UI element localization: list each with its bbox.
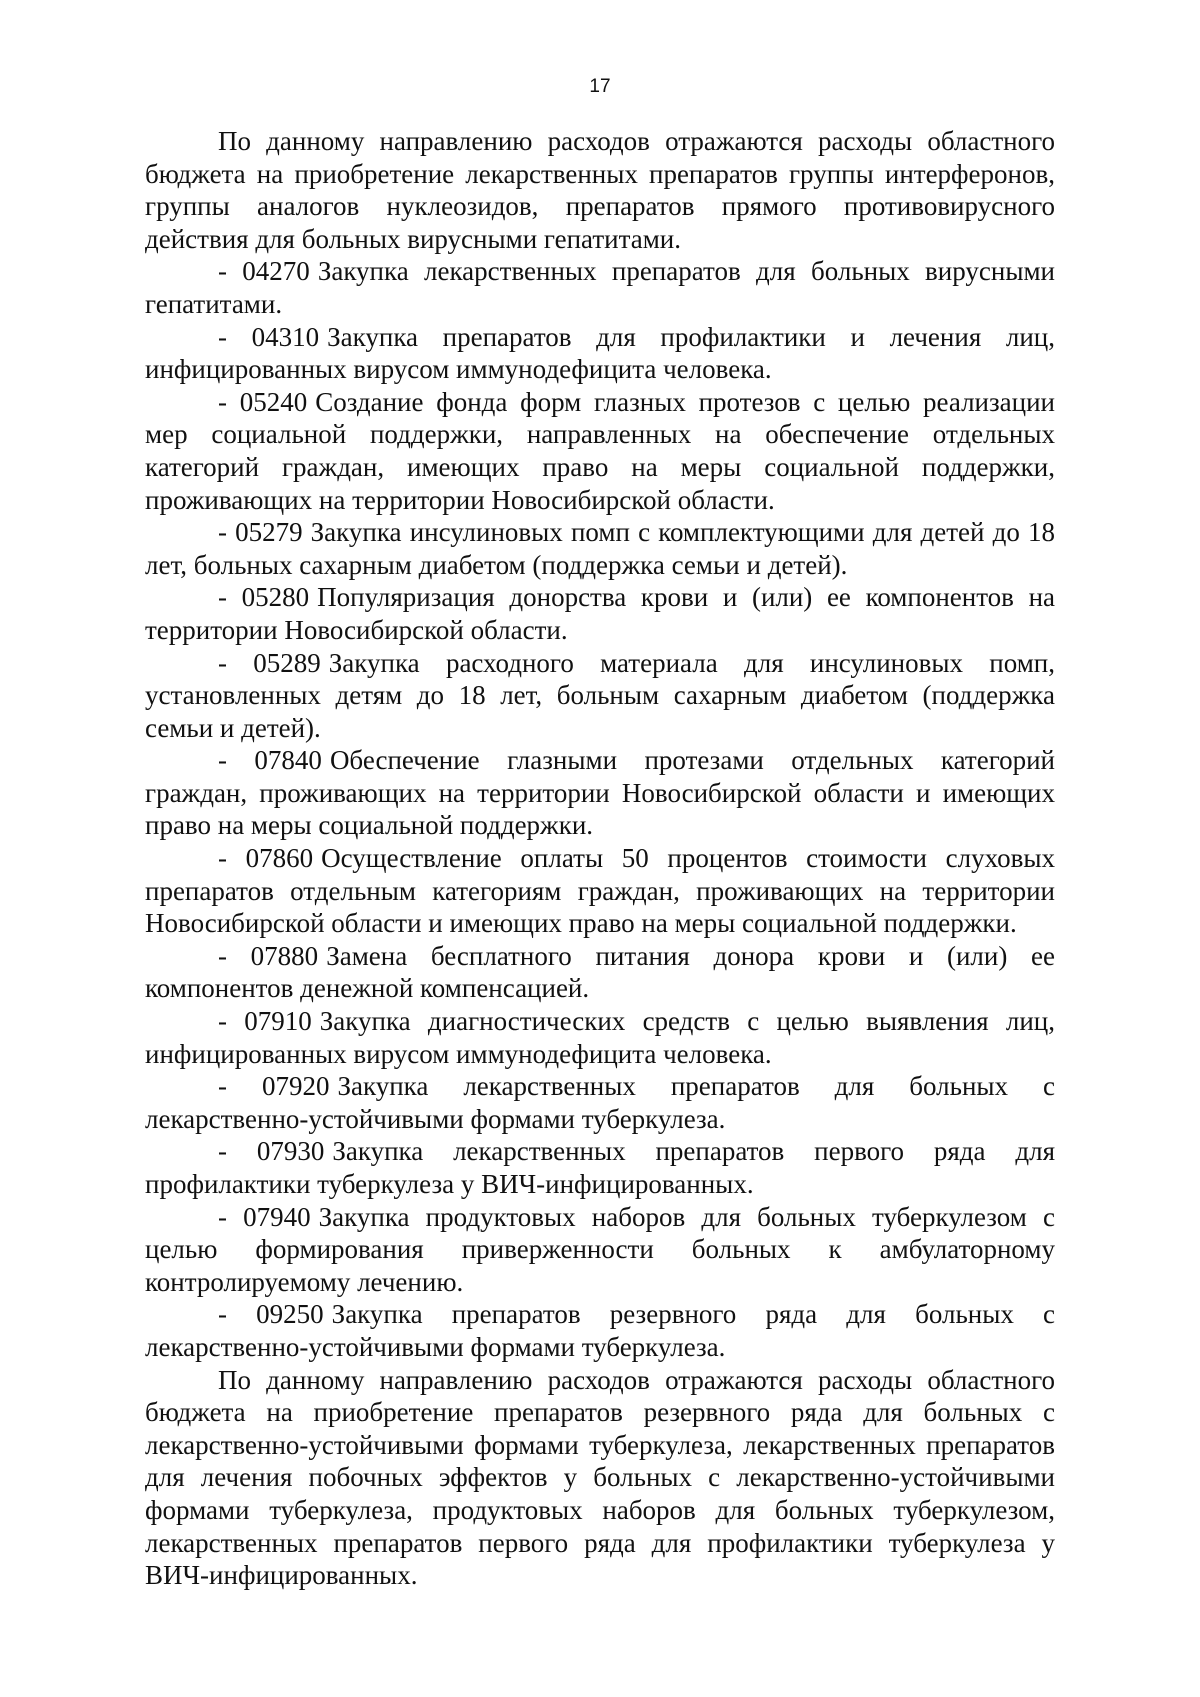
outro-paragraph: По данному направлению расходов отражаются расходы областного бюджета на приобретение препаратов резервного ряда для больных с лекарственно-устойчивыми формами туберкулеза, лекарственных препаратов для лечения побочных эффектов у больных с лекарственно-устойчивыми формами туберкулеза, продуктовых наборов для больных туберкулезом, лекарственных препаратов первого ряда для профилактики туберкулеза у ВИЧ-инфицированных. [145, 1364, 1055, 1591]
item-code: - 05280 [218, 582, 310, 613]
item-text: Закупка препаратов резервного ряда для больных с лекарственно-устойчивыми формами туберкулеза. [145, 1299, 1055, 1362]
intro-paragraph: По данному направлению расходов отражаются расходы областного бюджета на приобретение лекарственных препаратов группы интерферонов, группы аналогов нуклеозидов, препаратов прямого противовирусного действия для больных вирусными гепатитами. [145, 126, 1055, 254]
item-text: Закупка расходного материала для инсулиновых помп, установленных детям до 18 лет, больным сахарным диабетом (поддержка семьи и детей). [145, 647, 1055, 743]
item-text: Закупка лекарственных препаратов для больных с лекарственно-устойчивыми формами туберкулеза. [145, 1071, 1055, 1134]
item-text: Популяризация донорства крови и (или) ее компонентов на территории Новосибирской области. [145, 582, 1056, 645]
budget-item [145, 1298, 1055, 1363]
item-text: Закупка диагностических средств с целью выявления лиц, инфицированных вирусом иммунодефицита человека. [145, 1006, 1055, 1069]
item-code: - 07940 [218, 1201, 311, 1232]
item-code: - 05279 [218, 517, 303, 548]
item-code: - 07930 [218, 1136, 325, 1167]
item-text: Закупка продуктовых наборов для больных туберкулезом с целью формирования приверженности больных к амбулаторному контролируемому лечению. [145, 1201, 1055, 1297]
item-text: Закупка лекарственных препаратов для больных вирусными гепатитами. [145, 256, 1055, 319]
budget-item [145, 1005, 1055, 1070]
budget-item [145, 940, 1055, 1005]
item-code: - 07860 [218, 843, 314, 874]
item-code: - 07910 [218, 1006, 312, 1037]
budget-item [145, 1201, 1055, 1299]
item-text: Создание фонда форм глазных протезов с целью реализации мер социальной поддержки, направленных на обеспечение отдельных категорий граждан, имеющих право на меры социальной поддержки, проживающих на территории Новосибирской области. [145, 386, 1055, 515]
budget-item [145, 647, 1055, 745]
item-code: - 05240 [218, 386, 308, 417]
budget-item [145, 321, 1055, 386]
budget-item [145, 842, 1055, 940]
budget-item [145, 1135, 1055, 1200]
item-text: Замена бесплатного питания донора крови и (или) ее компонентов денежной компенсацией. [145, 940, 1055, 1004]
budget-item [145, 516, 1055, 581]
item-text: Закупка препаратов для профилактики и лечения лиц, инфицированных вирусом иммунодефицита человека. [145, 321, 1055, 385]
item-text: Осуществление оплаты 50 процентов стоимости слуховых препаратов отдельным категориям граждан, проживающих на территории Новосибирской области и имеющих право на меры социальной поддержки. [145, 843, 1055, 939]
budget-item [145, 581, 1055, 646]
item-code: - 04270 [218, 256, 310, 287]
item-code: - 05289 [218, 647, 321, 678]
item-text: Закупка лекарственных препаратов первого ряда для профилактики туберкулеза у ВИЧ-инфицированных. [145, 1136, 1055, 1199]
budget-item [145, 1070, 1055, 1135]
item-text: Обеспечение глазными протезами отдельных категорий граждан, проживающих на территории Новосибирской области и имеющих право на меры социальной поддержки. [145, 745, 1055, 841]
page-number: 17 [589, 76, 611, 97]
budget-item [145, 255, 1055, 320]
item-code: - 07880 [218, 940, 319, 971]
item-code: - 07920 [218, 1071, 330, 1102]
document-body [145, 125, 1055, 1592]
budget-item [145, 386, 1055, 516]
item-code: - 07840 [218, 745, 322, 776]
budget-item [145, 744, 1055, 842]
item-code: - 04310 [218, 321, 320, 352]
item-text: Закупка инсулиновых помп с комплектующими для детей до 18 лет, больных сахарным диабетом (поддержка семьи и детей). [145, 517, 1056, 580]
item-code: - 09250 [218, 1299, 324, 1330]
